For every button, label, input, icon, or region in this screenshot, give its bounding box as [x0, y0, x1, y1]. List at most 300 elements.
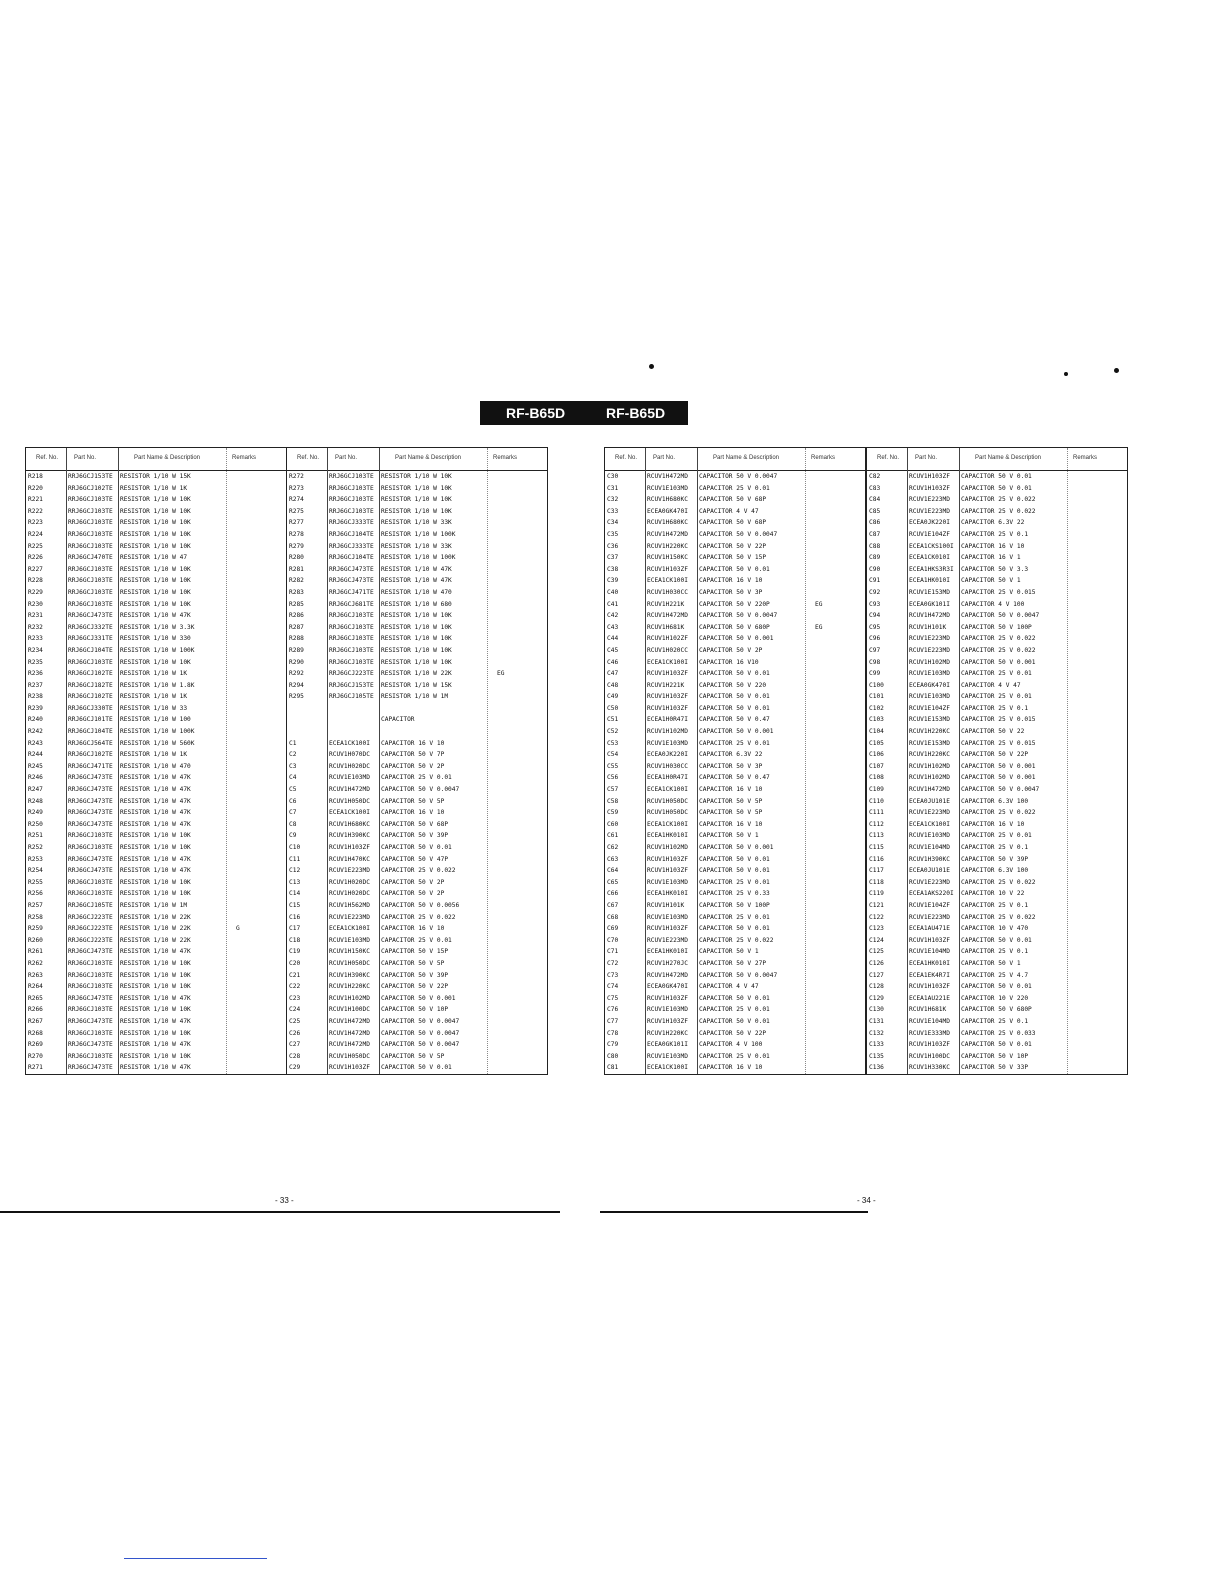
part-no: RRJ6GCJ103TE [68, 565, 113, 573]
part-no: ECEA1HK010I [647, 832, 688, 840]
part-description: CAPACITOR 50 V 15P [381, 948, 449, 956]
part-description: CAPACITOR 50 V 100P [699, 901, 770, 909]
part-description: CAPACITOR 50 V 0.01 [961, 473, 1032, 480]
ref-no: C61 [607, 832, 619, 840]
part-description: CAPACITOR 25 V 0.022 [961, 507, 1036, 515]
part-no: ECEA1CK100I [647, 820, 688, 828]
ref-no: R261 [28, 948, 43, 956]
part-description: CAPACITOR 16 V 1 [961, 554, 1021, 562]
table-row [287, 552, 547, 564]
part-no: RCUV1E103MD [647, 878, 688, 886]
ref-no: C117 [869, 867, 884, 875]
ref-no: R252 [28, 844, 43, 851]
ref-no: R267 [28, 1017, 43, 1025]
part-no: ECEA0GK470I [647, 983, 688, 991]
part-no: RRJ6GCJ102TE [68, 693, 113, 701]
part-no: RRJ6GCJ223TE [68, 936, 113, 944]
table-row [26, 888, 286, 900]
part-no: RCUV1H103ZF [647, 867, 688, 875]
page-rule-right [600, 1211, 868, 1213]
part-no: RCUV1E223MD [909, 496, 950, 504]
ref-no: C99 [869, 670, 881, 678]
table-row [287, 900, 547, 912]
ref-no: C17 [289, 925, 301, 933]
part-no: RRJ6GCJ103TE [68, 588, 113, 596]
ref-no: C135 [869, 1052, 884, 1060]
table-row [287, 471, 547, 483]
table-row [287, 668, 547, 680]
part-description: CAPACITOR 25 V 0.022 [961, 913, 1036, 921]
table-row [605, 1028, 865, 1040]
part-no: RRJ6GCJ473TE [68, 820, 113, 828]
part-no: ECEA1H0R47I [647, 774, 688, 782]
table-row [605, 483, 865, 495]
table-row [867, 587, 1127, 599]
part-no: ECEA1CK100I [909, 820, 950, 828]
part-description: RESISTOR 1/10 W 47K [381, 577, 452, 585]
table-row [867, 645, 1127, 657]
part-no: RRJ6GCJ103TE [329, 507, 374, 515]
part-no: RCUV1H102MD [909, 658, 950, 666]
part-no: RRJ6GCJ103TE [68, 971, 113, 979]
part-no: RRJ6GCJ103TE [68, 878, 113, 886]
column-divider [487, 448, 488, 1074]
part-description: CAPACITOR 25 V 0.022 [961, 635, 1036, 643]
part-no: ECEA1CK100I [647, 658, 688, 666]
table-row [26, 784, 286, 796]
ref-no: C43 [607, 623, 619, 631]
header-remarks: Remarks [1073, 455, 1098, 461]
part-description: RESISTOR 1/10 W 470 [120, 762, 191, 770]
part-description: CAPACITOR 25 V 0.015 [961, 716, 1036, 724]
part-no: RCUV1H390KC [329, 832, 370, 840]
part-description: RESISTOR 1/10 W 33K [381, 542, 452, 550]
part-description: RESISTOR 1/10 W 3.3K [120, 623, 195, 631]
part-no: RRJ6GCJ473TE [68, 867, 113, 875]
parts-table-2 [286, 447, 548, 1075]
part-no: RRJ6GCJ103TE [68, 600, 113, 608]
part-description: RESISTOR 1/10 W 47K [120, 867, 191, 875]
ref-no: C126 [869, 959, 884, 967]
part-description: RESISTOR 1/10 W 47K [120, 774, 191, 782]
part-description: CAPACITOR 50 V 68P [381, 820, 449, 828]
table-row [867, 935, 1127, 947]
part-description: CAPACITOR 6.3V 100 [961, 867, 1029, 875]
part-description: CAPACITOR 25 V 0.01 [961, 832, 1032, 840]
table-row [26, 599, 286, 611]
table-row [26, 529, 286, 541]
header-part: Part No. [653, 455, 676, 461]
part-no: RCUV1H103ZF [647, 855, 688, 863]
table-row [605, 575, 865, 587]
part-description: RESISTOR 1/10 W 22K [120, 936, 191, 944]
part-description: RESISTOR 1/10 W 47K [120, 797, 191, 805]
part-no: RRJ6GCJ332TE [68, 623, 113, 631]
table-row [867, 575, 1127, 587]
part-no: ECEA1CK010I [909, 554, 950, 562]
ref-no: C23 [289, 994, 301, 1002]
part-no: RCUV1H103ZF [909, 936, 950, 944]
table-row [605, 471, 865, 483]
part-no: RRJ6GCJ102TE [68, 670, 113, 678]
table-row [287, 691, 547, 703]
table-row [287, 587, 547, 599]
ref-no: R260 [28, 936, 43, 944]
ref-no: C130 [869, 1006, 884, 1014]
part-no: RRJ6GCJ103TE [68, 577, 113, 585]
part-no: ECEA1EK4R7I [909, 971, 950, 979]
part-description: CAPACITOR 50 V 2P [381, 762, 445, 770]
part-description: CAPACITOR 6.3V 100 [961, 797, 1029, 805]
part-description: CAPACITOR 50 V 39P [381, 971, 449, 979]
part-description: CAPACITOR 50 V 1 [699, 832, 759, 840]
table-row [26, 564, 286, 576]
part-description: CAPACITOR 25 V 0.01 [961, 693, 1032, 701]
table-row [605, 877, 865, 889]
table-row [605, 1004, 865, 1016]
ref-no: C104 [869, 728, 884, 736]
header-ref: Ref. No. [297, 455, 320, 461]
part-description: RESISTOR 1/10 W 10K [381, 658, 452, 666]
table-row [605, 645, 865, 657]
table-row [26, 517, 286, 529]
header-desc: Part Name & Description [713, 455, 780, 461]
part-no: RRJ6GCJ102TE [68, 751, 113, 759]
ref-no: C93 [869, 600, 881, 608]
table-row [605, 506, 865, 518]
part-description: CAPACITOR 25 V 0.022 [961, 809, 1036, 817]
ref-no: R240 [28, 716, 43, 724]
column-divider [697, 448, 698, 1074]
part-description: CAPACITOR 50 V 0.01 [381, 844, 452, 851]
part-description: RESISTOR 1/10 W 47K [120, 1041, 191, 1049]
part-no: RRJ6GCJ104TE [68, 728, 113, 736]
part-description: CAPACITOR 10 V 220 [961, 994, 1029, 1002]
ref-no: C105 [869, 739, 884, 747]
part-no: RCUV1H390KC [329, 971, 370, 979]
part-no: RCUV1H103ZF [647, 565, 688, 573]
table-row [605, 865, 865, 877]
table-row [26, 761, 286, 773]
part-no: RCUV1H330KC [909, 1064, 950, 1072]
table-row [867, 1016, 1127, 1028]
ref-no: C38 [607, 565, 619, 573]
part-description: CAPACITOR 50 V 0.01 [699, 925, 770, 933]
part-no: ECEA1HK010I [647, 948, 688, 956]
part-no: RCUV1E223MD [909, 913, 950, 921]
part-description: RESISTOR 1/10 W 470 [381, 588, 452, 596]
ref-no: C7 [289, 809, 297, 817]
table-row [287, 714, 547, 726]
table-row [287, 807, 547, 819]
table-row [26, 1039, 286, 1051]
part-description: RESISTOR 1/10 W 1.8K [120, 681, 195, 689]
part-description: RESISTOR 1/10 W 22K [381, 670, 452, 678]
ref-no: C6 [289, 797, 297, 805]
table-row [605, 819, 865, 831]
ref-no: C57 [607, 786, 619, 794]
part-description: CAPACITOR 16 V 10 [381, 739, 445, 747]
ref-no: R256 [28, 890, 43, 898]
ref-no: C77 [607, 1017, 619, 1025]
ref-no: C11 [289, 855, 301, 863]
part-no: RCUV1H103ZF [647, 704, 688, 712]
ref-no: C129 [869, 994, 884, 1002]
ref-no: C39 [607, 577, 619, 585]
part-description: CAPACITOR 50 V 0.01 [699, 704, 770, 712]
part-no: RRJ6GCJ103TE [68, 890, 113, 898]
part-description: CAPACITOR 25 V 0.022 [961, 878, 1036, 886]
footer-line [124, 1558, 267, 1559]
part-no: RCUV1H020DC [329, 762, 370, 770]
table-row [605, 1051, 865, 1063]
part-no: RRJ6GCJ473TE [68, 774, 113, 782]
table-row [26, 645, 286, 657]
part-description: CAPACITOR 25 V 0.033 [961, 1029, 1036, 1037]
part-description: CAPACITOR 50 V 22P [699, 542, 767, 550]
table-row [287, 1016, 547, 1028]
part-no: RCUV1H470KC [329, 855, 370, 863]
table-row [605, 552, 865, 564]
table-row [26, 680, 286, 692]
part-description: CAPACITOR 16 V 10 [699, 577, 763, 585]
ref-no: C125 [869, 948, 884, 956]
table-row [867, 842, 1127, 854]
part-no: RCUV1H221K [647, 681, 685, 689]
part-description: RESISTOR 1/10 W 22K [120, 925, 191, 933]
part-description: RESISTOR 1/10 W 1K [120, 670, 188, 678]
part-no: RRJ6GCJ153TE [329, 681, 374, 689]
ref-no: C25 [289, 1017, 301, 1025]
part-no: RRJ6GCJ473TE [68, 948, 113, 956]
part-no: RCUV1H103ZF [909, 983, 950, 991]
table-row [605, 494, 865, 506]
table-row [287, 912, 547, 924]
table-row [287, 761, 547, 773]
part-description: RESISTOR 1/10 W 1K [120, 693, 188, 701]
table-row [867, 830, 1127, 842]
remarks: EG [815, 600, 823, 608]
table-row [287, 622, 547, 634]
header-part: Part No. [74, 455, 97, 461]
part-no: ECEA1HKS3R3I [909, 565, 954, 573]
table-row [26, 958, 286, 970]
table-header [605, 448, 865, 471]
part-no: RCUV1H220KC [647, 1029, 688, 1037]
part-no: ECEA0JU101E [909, 867, 950, 875]
part-description: CAPACITOR 50 V 0.0047 [699, 971, 778, 979]
ref-no: R285 [289, 600, 304, 608]
table-row [287, 529, 547, 541]
ref-no: C80 [607, 1052, 619, 1060]
ref-no: C56 [607, 774, 619, 782]
part-no: RCUV1H390KC [909, 855, 950, 863]
part-no: RCUV1E223MD [647, 936, 688, 944]
ref-no: C40 [607, 588, 619, 596]
ref-no: R257 [28, 901, 43, 909]
ref-no: C100 [869, 681, 884, 689]
ref-no: C86 [869, 519, 881, 527]
part-no: ECEA1AU471E [909, 925, 950, 933]
ref-no: R272 [289, 473, 304, 480]
ref-no: R282 [289, 577, 304, 585]
table-row [867, 622, 1127, 634]
column-divider [907, 448, 908, 1074]
part-description: RESISTOR 1/10 W 10K [120, 496, 191, 504]
ref-no: C24 [289, 1006, 301, 1014]
model-label-left: RF-B65D [506, 405, 566, 421]
ref-no: R251 [28, 832, 43, 840]
part-description: CAPACITOR [381, 716, 415, 724]
part-no: RCUV1H680KC [329, 820, 370, 828]
table-row [867, 865, 1127, 877]
part-description: CAPACITOR 16 V 10 [699, 820, 763, 828]
ref-no: R236 [28, 670, 43, 678]
table-row [867, 564, 1127, 576]
part-description: RESISTOR 1/10 W 10K [120, 844, 191, 851]
part-description: CAPACITOR 25 V 0.01 [699, 484, 770, 492]
ref-no: C18 [289, 936, 301, 944]
part-description: CAPACITOR 25 V 0.1 [961, 530, 1029, 538]
ref-no: R233 [28, 635, 43, 643]
part-description: CAPACITOR 50 V 5P [699, 797, 763, 805]
table-row [287, 1051, 547, 1063]
part-description: CAPACITOR 25 V 0.01 [961, 670, 1032, 678]
ref-no: C102 [869, 704, 884, 712]
table-row [26, 970, 286, 982]
part-no: RRJ6GCJ104TE [329, 530, 374, 538]
table-row [26, 819, 286, 831]
table-row [867, 970, 1127, 982]
part-no: RRJ6GCJ564TE [68, 739, 113, 747]
table-row [605, 657, 865, 669]
part-no: RRJ6GCJ103TE [68, 1006, 113, 1014]
part-description: RESISTOR 1/10 W 15K [120, 473, 191, 480]
ref-no: R288 [289, 635, 304, 643]
part-no: RCUV1H050DC [329, 797, 370, 805]
ref-no: R262 [28, 959, 43, 967]
part-no: RCUV1H103ZF [329, 1064, 370, 1072]
table-row [26, 772, 286, 784]
part-description: RESISTOR 1/10 W 47K [120, 809, 191, 817]
part-no: RCUV1H103ZF [647, 670, 688, 678]
part-no: ECEA1H0R47I [647, 716, 688, 724]
table-row [26, 935, 286, 947]
part-no: RCUV1H680KC [647, 496, 688, 504]
header-desc: Part Name & Description [975, 455, 1042, 461]
ref-no: C132 [869, 1029, 884, 1037]
ref-no: C20 [289, 959, 301, 967]
ref-no: C96 [869, 635, 881, 643]
part-no: ECEA0JK220I [647, 751, 688, 759]
ref-no: C118 [869, 878, 884, 886]
ref-no: R250 [28, 820, 43, 828]
part-no: RCUV1H020CC [647, 646, 688, 654]
table-row [867, 1004, 1127, 1016]
ref-no: C92 [869, 588, 881, 596]
part-description: CAPACITOR 25 V 0.022 [961, 646, 1036, 654]
ref-no: R280 [289, 554, 304, 562]
table-row [867, 552, 1127, 564]
part-no: RCUV1E223MD [329, 867, 370, 875]
ref-no: C70 [607, 936, 619, 944]
part-description: CAPACITOR 50 V 0.01 [699, 855, 770, 863]
part-no: RCUV1H472MD [647, 473, 688, 480]
table-row [287, 970, 547, 982]
table-row [867, 1062, 1127, 1074]
part-description: CAPACITOR 50 V 3P [699, 762, 763, 770]
header-ref: Ref. No. [615, 455, 638, 461]
ref-no: C54 [607, 751, 619, 759]
ref-no: C21 [289, 971, 301, 979]
ref-no: C28 [289, 1052, 301, 1060]
part-description: CAPACITOR 4 V 47 [699, 983, 759, 991]
part-description: RESISTOR 1/10 W 10K [120, 878, 191, 886]
table-row [26, 842, 286, 854]
part-description: CAPACITOR 50 V 68P [699, 496, 767, 504]
part-description: RESISTOR 1/10 W 47K [120, 820, 191, 828]
ref-no: R269 [28, 1041, 43, 1049]
part-description: CAPACITOR 50 V 680P [699, 623, 770, 631]
part-no: ECEA0JK220I [909, 519, 950, 527]
part-no: RCUV1H221K [647, 600, 685, 608]
part-description: CAPACITOR 4 V 47 [699, 507, 759, 515]
part-description: RESISTOR 1/10 W 47K [120, 994, 191, 1002]
table-row [287, 703, 547, 715]
part-no: RCUV1H220KC [909, 751, 950, 759]
table-row [605, 854, 865, 866]
table-row [605, 738, 865, 750]
ref-no: R289 [289, 646, 304, 654]
part-no: RCUV1E223MD [909, 809, 950, 817]
ref-no: C121 [869, 901, 884, 909]
part-no: RCUV1E223MD [909, 635, 950, 643]
table-row [26, 726, 286, 738]
table-row [26, 610, 286, 622]
part-description: CAPACITOR 50 V 0.01 [961, 936, 1032, 944]
part-description: CAPACITOR 50 V 39P [961, 855, 1029, 863]
ref-no: C68 [607, 913, 619, 921]
ref-no: C34 [607, 519, 619, 527]
table-row [605, 993, 865, 1005]
table-row [26, 714, 286, 726]
header-remarks: Remarks [493, 455, 518, 461]
table-row [26, 1004, 286, 1016]
ref-no: C90 [869, 565, 881, 573]
table-row [26, 1028, 286, 1040]
ref-no: R286 [289, 612, 304, 620]
part-description: CAPACITOR 50 V 0.47 [699, 774, 770, 782]
table-row [287, 599, 547, 611]
table-header [26, 448, 286, 471]
table-row [867, 912, 1127, 924]
ref-no: C55 [607, 762, 619, 770]
part-description: RESISTOR 1/10 W 10K [120, 890, 191, 898]
part-description: CAPACITOR 16 V 10 [381, 809, 445, 817]
table-row [26, 923, 286, 935]
part-no: RRJ6GCJ333TE [329, 519, 374, 527]
part-description: RESISTOR 1/10 W 1K [120, 751, 188, 759]
ref-no: C124 [869, 936, 884, 944]
table-row [287, 842, 547, 854]
page-number-left: - 33 - [275, 1196, 294, 1205]
part-no: RCUV1H030CC [647, 588, 688, 596]
part-no: RRJ6GCJ103TE [68, 832, 113, 840]
ref-no: C106 [869, 751, 884, 759]
column-divider [226, 448, 227, 1074]
part-no: RRJ6GCJ473TE [68, 612, 113, 620]
part-no: RCUV1E153MD [909, 739, 950, 747]
